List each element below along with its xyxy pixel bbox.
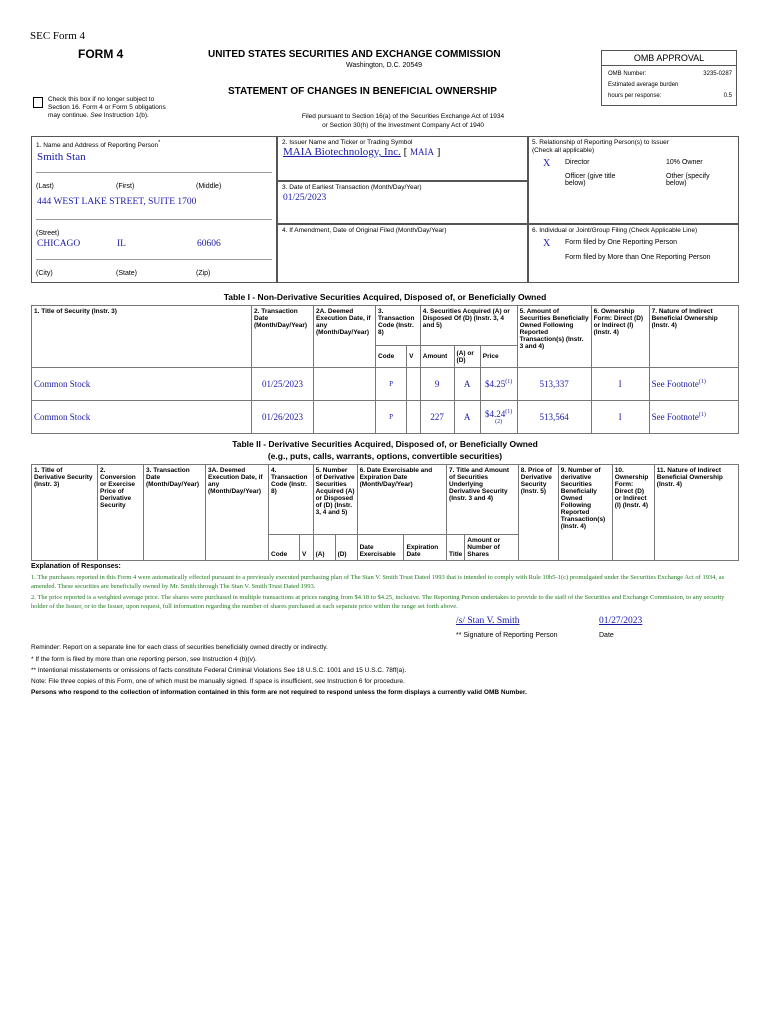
t1-h-aord: (A) or (D)	[454, 346, 480, 368]
last-label: (Last)	[36, 183, 54, 190]
t1-r0-aord: A	[454, 368, 480, 401]
omb-box	[601, 50, 737, 106]
t1-r0-amount: 9	[420, 368, 454, 401]
explanation-heading: Explanation of Responses:	[31, 563, 121, 570]
omb-number-value: 3235-0287	[703, 71, 732, 77]
footnote-2: 2. The price reported is a weighted average price. The shares were purchased in multiple transactions at prices ranging from $4.18 to $4.25, inclusive. The Reporting Person undertakes to provide to the staff of the Securities and Exchange Commission, to any security holder of the Issuer, or to the Issuer, upon request, full information regarding the number of shares purchased at each separate price within the range set forth above.	[31, 594, 725, 610]
one-person-mark[interactable]: X	[543, 238, 551, 249]
t1-r0-v	[407, 368, 421, 401]
box4-label: 4. If Amendment, Date of Original Filed (Month/Day/Year)	[282, 227, 447, 234]
t2-h-v: V	[299, 535, 313, 561]
reporting-person-name: Smith Stan	[37, 151, 86, 163]
more-person-label: Form filed by More than One Reporting Person	[565, 254, 711, 261]
t2-h-code: Code	[269, 535, 300, 561]
persons-text: Persons who respond to the collection of information contained in this form are not required to respond unless the form displays a currently valid OMB Number.	[31, 689, 527, 696]
zip-value: 60606	[197, 239, 221, 249]
t2-h10: 10. Ownership Form: Direct (D) or Indirect (I) (Instr. 4)	[612, 465, 654, 561]
t2-h9: 9. Number of derivative Securities Beneficially Owned Following Reported Transaction(s) (Instr. 4)	[558, 465, 612, 561]
note-text: Note: File three copies of this Form, one of which must be manually signed. If space is insufficient, see Instruction 6 for procedure.	[31, 678, 405, 685]
sec-form-label: SEC Form 4	[30, 30, 86, 42]
one-person-label: Form filed by One Reporting Person	[565, 239, 678, 246]
street-label: (Street)	[36, 230, 60, 237]
omb-number-label: OMB Number:	[608, 71, 647, 77]
t2-h11: 11. Nature of Indirect Beneficial Ownership (Instr. 4)	[654, 465, 738, 561]
t1-r0-form: I	[591, 368, 649, 401]
footnote-1: 1. The purchases reported in this Form 4 were automatically effected pursuant to a previously executed purchasing plan of The Stan V. Smith Trust Dated 1993 that is intended to comply with Rule 10b5-1(c) promulgated under the Securities Exchange Act of 1934, as amended. These securities are beneficially owned by Mr. Smith through The Stan V. Smith Trust Dated 1993.	[31, 574, 725, 590]
t2-h3a: 3A. Deemed Execution Date, if any (Month/Day/Year)	[206, 465, 269, 561]
omb-hours-label: hours per response:	[608, 93, 662, 99]
reminder-text: Reminder: Report on a separate line for each class of securities beneficially owned directly or indirectly.	[31, 644, 328, 651]
director-label: Director	[565, 159, 590, 166]
t1-h-owned: 5. Amount of Securities Beneficially Owned Following Reported Transaction(s) (Instr. 3 and 4)	[517, 306, 591, 368]
commission-title: UNITED STATES SECURITIES AND EXCHANGE COMMISSION	[208, 49, 501, 60]
t1-r1-title: Common Stock	[32, 401, 252, 434]
t1-r1-form: I	[591, 401, 649, 434]
t1-r0-owned: 513,337	[517, 368, 591, 401]
t2-h6: 6. Date Exercisable and Expiration Date (Month/Day/Year)	[357, 465, 446, 535]
middle-label: (Middle)	[196, 183, 222, 190]
table-row	[32, 401, 739, 434]
city-value: CHICAGO	[37, 239, 81, 249]
box3-label: 3. Date of Earliest Transaction (Month/Day/Year)	[282, 184, 422, 191]
state-value: IL	[117, 239, 126, 249]
t1-r0-code: P	[376, 368, 407, 401]
star2-text: ** Intentional misstatements or omissions of facts constitute Federal Criminal Violations See 18 U.S.C. 1001 and 15 U.S.C. 78ff(a).	[31, 667, 407, 674]
t1-r0-title: Common Stock	[32, 368, 252, 401]
t2-h-a: (A)	[313, 535, 335, 561]
box1-label: 1. Name and Address of Reporting Person*	[36, 140, 161, 150]
t1-h-form: 6. Ownership Form: Direct (D) or Indirect (I) (Instr. 4)	[591, 306, 649, 368]
t2-h-title: Title	[447, 535, 465, 561]
t1-r1-v	[407, 401, 421, 434]
t2-h-d: (D)	[335, 535, 357, 561]
form-title: FORM 4	[78, 47, 124, 61]
officer-label: Officer (give title below)	[565, 173, 616, 187]
t1-h-code: 3. Transaction Code (Instr. 8)	[376, 306, 421, 346]
commission-city: Washington, D.C. 20549	[346, 62, 423, 69]
t1-r0-deemed	[314, 368, 376, 401]
first-label: (First)	[116, 183, 135, 190]
box6-label: 6. Individual or Joint/Group Filing (Check Applicable Line)	[532, 227, 698, 234]
omb-title: OMB APPROVAL	[602, 51, 736, 66]
t1-r1-date: 01/26/2023	[252, 401, 314, 434]
t1-r1-aord: A	[454, 401, 480, 434]
state-label: (State)	[116, 270, 138, 277]
t1-r1-price: $4.24$^{(1)}$ (2)	[480, 401, 517, 434]
zip-label: (Zip)	[196, 270, 211, 277]
t1-h-price: Price	[480, 346, 517, 368]
t1-h-deemed: 2A. Deemed Execution Date, if any (Month/Day/Year)	[314, 306, 376, 368]
t1-h-date: 2. Transaction Date (Month/Day/Year)	[252, 306, 314, 368]
t2-h1: 1. Title of Derivative Security (Instr. 3)	[32, 465, 98, 561]
t2-h8: 8. Price of Derivative Security (Instr. 5)	[518, 465, 558, 561]
t1-r0-nature: See Footnote$^{(1)}$	[649, 368, 738, 401]
earliest-date: 01/25/2023	[283, 193, 327, 203]
section16-checkbox[interactable]	[33, 97, 43, 108]
omb-hours-value: 0.5	[723, 93, 732, 99]
t2-h-date-ex: Date Exercisable	[357, 535, 404, 561]
section16-checkbox-label: Check this box if no longer subject to Section 16. Form 4 or Form 5 obligations may continue. See Instruction 1(b).	[48, 96, 166, 119]
t1-r0-price: $4.25$^{(1)}$	[480, 368, 517, 401]
statement-title: STATEMENT OF CHANGES IN BENEFICIAL OWNERSHIP	[228, 86, 497, 97]
signature-date: 01/27/2023	[599, 616, 643, 626]
t1-h-nature: 7. Nature of Indirect Beneficial Ownership (Instr. 4)	[649, 306, 738, 368]
t1-h-title: 1. Title of Security (Instr. 3)	[32, 306, 252, 368]
box5-label: 5. Relationship of Reporting Person(s) to Issuer (Check all applicable)	[532, 139, 669, 154]
t2-h4: 4. Transaction Code (Instr. 8)	[269, 465, 314, 535]
table1-title: Table I - Non-Derivative Securities Acquired, Disposed of, or Beneficially Owned	[223, 292, 547, 302]
t1-h-amount: Amount	[420, 346, 454, 368]
director-mark[interactable]: X	[543, 158, 551, 169]
t1-h-code-sub: Code	[376, 346, 407, 368]
t1-r1-amount: 227	[420, 401, 454, 434]
table2	[31, 464, 739, 561]
table2-title: Table II - Derivative Securities Acquired, Disposed of, or Beneficially Owned (e.g., puts, calls, warrants, options, convertible securities)	[232, 439, 538, 461]
ticker-symbol: MAIA	[410, 147, 434, 157]
t2-h-amount: Amount or Number of Shares	[465, 535, 519, 561]
t1-r1-code: P	[376, 401, 407, 434]
signature: /s/ Stan V. Smith	[456, 616, 520, 626]
other-label: Other (specify below)	[666, 173, 710, 187]
box2-label: 2. Issuer Name and Ticker or Trading Symbol	[282, 139, 413, 146]
t2-h2: 2. Conversion or Exercise Price of Derivative Security	[98, 465, 144, 561]
t1-r0-date: 01/25/2023	[252, 368, 314, 401]
city-label: (City)	[36, 270, 53, 277]
ten-percent-owner-label: 10% Owner	[666, 159, 703, 166]
t1-r1-nature: See Footnote$^{(1)}$	[649, 401, 738, 434]
signature-label: ** Signature of Reporting Person	[456, 632, 558, 639]
issuer-name: MAIA Biotechnology, Inc. [ MAIA ]	[283, 146, 441, 158]
t1-r1-deemed	[314, 401, 376, 434]
street-value: 444 WEST LAKE STREET, SUITE 1700	[37, 197, 197, 207]
t2-h7: 7. Title and Amount of Securities Underlying Derivative Security (Instr. 3 and 4)	[447, 465, 519, 535]
t1-h-v: V	[407, 346, 421, 368]
date-label: Date	[599, 632, 614, 639]
table-row	[32, 368, 739, 401]
omb-burden-label: Estimated average burden	[608, 82, 679, 88]
t2-h-exp: Expiration Date	[404, 535, 447, 561]
t1-h-acquired: 4. Securities Acquired (A) or Disposed Of (D) (Instr. 3, 4 and 5)	[420, 306, 517, 346]
filed-pursuant: Filed pursuant to Section 16(a) of the Securities Exchange Act of 1934 or Section 30(h) of the Investment Company Act of 1940	[301, 113, 505, 129]
t2-h3: 3. Transaction Date (Month/Day/Year)	[144, 465, 206, 561]
t2-h5: 5. Number of Derivative Securities Acquired (A) or Disposed of (D) (Instr. 3, 4 and 5)	[313, 465, 357, 535]
star1-text: * If the form is filed by more than one reporting person, see Instruction 4 (b)(v).	[31, 656, 257, 663]
table1	[31, 305, 739, 434]
t1-r1-owned: 513,564	[517, 401, 591, 434]
